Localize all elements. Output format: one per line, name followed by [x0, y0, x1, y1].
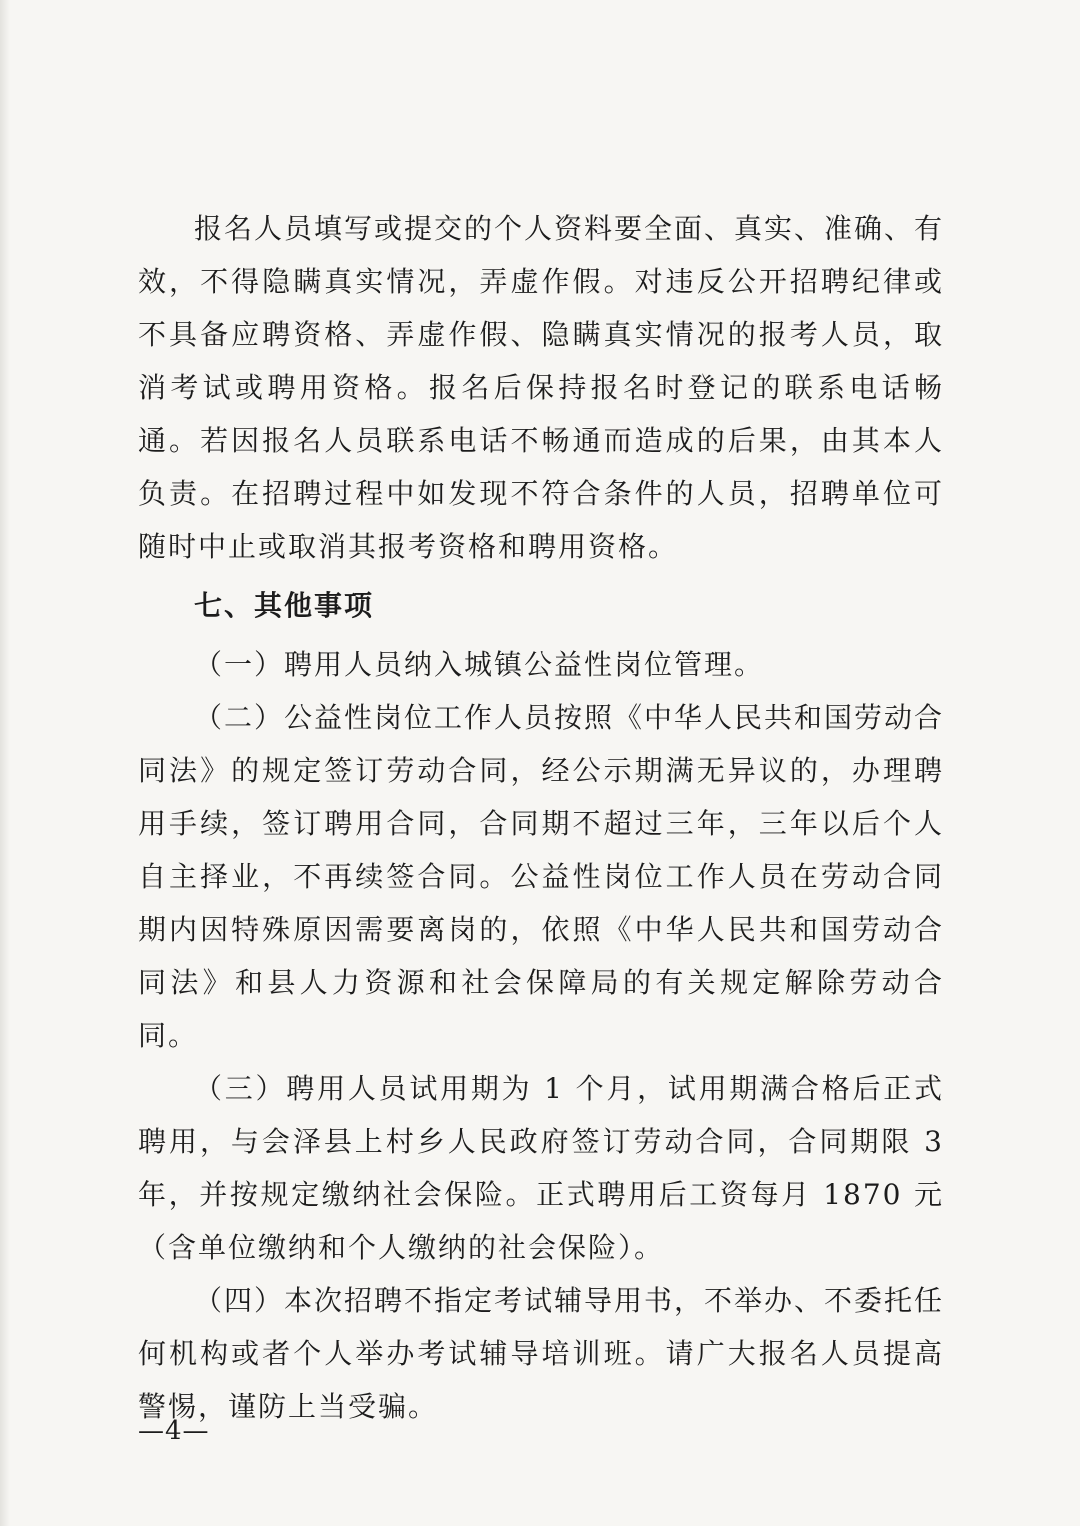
page-number: —4— [138, 1416, 210, 1446]
document-body [138, 202, 944, 1433]
section-heading-other-matters: 七、其他事项 [194, 589, 375, 622]
item-2-labor-contract: （二）公益性岗位工作人员按照《中华人民共和国劳动合同法》的规定签订劳动合同，经公示期满无异议的，办理聘用手续，签订聘用合同，合同期不超过三年，三年以后个人自主择业，不再续签合同。公益性岗位工作人员在劳动合同期内因特殊原因需要离岗的，依照《中华人民共和国劳动合同法》和县人力资源和社会保障局的有关规定解除劳动合同。 [138, 701, 945, 1052]
page-edge-shadow [0, 0, 10, 1526]
item-1-position-management: （一）聘用人员纳入城镇公益性岗位管理。 [194, 648, 765, 681]
item-4-no-training-notice: （四）本次招聘不指定考试辅导用书，不举办、不委托任何机构或者个人举办考试辅导培训班。请广大报名人员提高警惕，谨防上当受骗。 [138, 1284, 945, 1423]
item-3-probation-salary: （三）聘用人员试用期为 1 个月，试用期满合格后正式聘用，与会泽县上村乡人民政府签订劳动合同，合同期限 3 年，并按规定缴纳社会保险。正式聘用后工资每月 1870 元（含单位缴纳和个人缴纳的社会保险）。 [138, 1072, 944, 1264]
paragraph-registration-rules: 报名人员填写或提交的个人资料要全面、真实、准确、有效，不得隐瞒真实情况，弄虚作假。对违反公开招聘纪律或不具备应聘资格、弄虚作假、隐瞒真实情况的报考人员，取消考试或聘用资格。报名后保持报名时登记的联系电话畅通。若因报名人员联系电话不畅通而造成的后果，由其本人负责。在招聘过程中如发现不符合条件的人员，招聘单位可随时中止或取消其报考资格和聘用资格。 [138, 212, 945, 563]
